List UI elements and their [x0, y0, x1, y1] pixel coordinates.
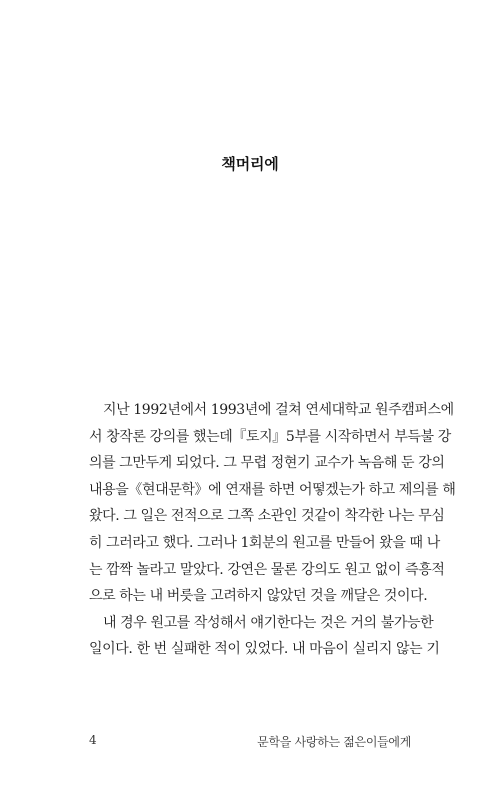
- text-line: 일이다. 한 번 실패한 적이 있었다. 내 마음이 실리지 않는 기: [89, 641, 440, 658]
- text-line: 서 창작론 강의를 했는데『토지』5부를 시작하면서 부득불 강: [89, 428, 451, 445]
- text-line: 의를 그만두게 되었다. 그 무렵 정현기 교수가 녹음해 둔 강의: [89, 455, 445, 472]
- text-line: 내 경우 원고를 작성해서 얘기한다는 것은 거의 불가능한: [103, 614, 434, 631]
- body-text: [89, 397, 456, 663]
- text-line: 는 깜짝 놀라고 말았다. 강연은 물론 강의도 원고 없이 즉흥적: [89, 561, 445, 578]
- text-line: 왔다. 그 일은 전적으로 그쪽 소관인 것같이 착각한 나는 무심: [89, 508, 445, 525]
- text-line: 내용을《현대문학》에 연재를 하면 어떻겠는가 하고 제의를 해: [89, 481, 456, 498]
- text-line: 히 그러라고 했다. 그러나 1회분의 원고를 만들어 왔을 때 나: [89, 534, 440, 551]
- text-line: 으로 하는 내 버릇을 고려하지 않았던 것을 깨달은 것이다.: [89, 588, 428, 605]
- text-line: 지난 1992년에서 1993년에 걸쳐 연세대학교 원주캠퍼스에: [103, 402, 454, 418]
- running-title: 문학을 사랑하는 젊은이들에게: [257, 735, 411, 749]
- chapter-title: 책머리에: [221, 155, 279, 173]
- page-number: 4: [89, 733, 97, 747]
